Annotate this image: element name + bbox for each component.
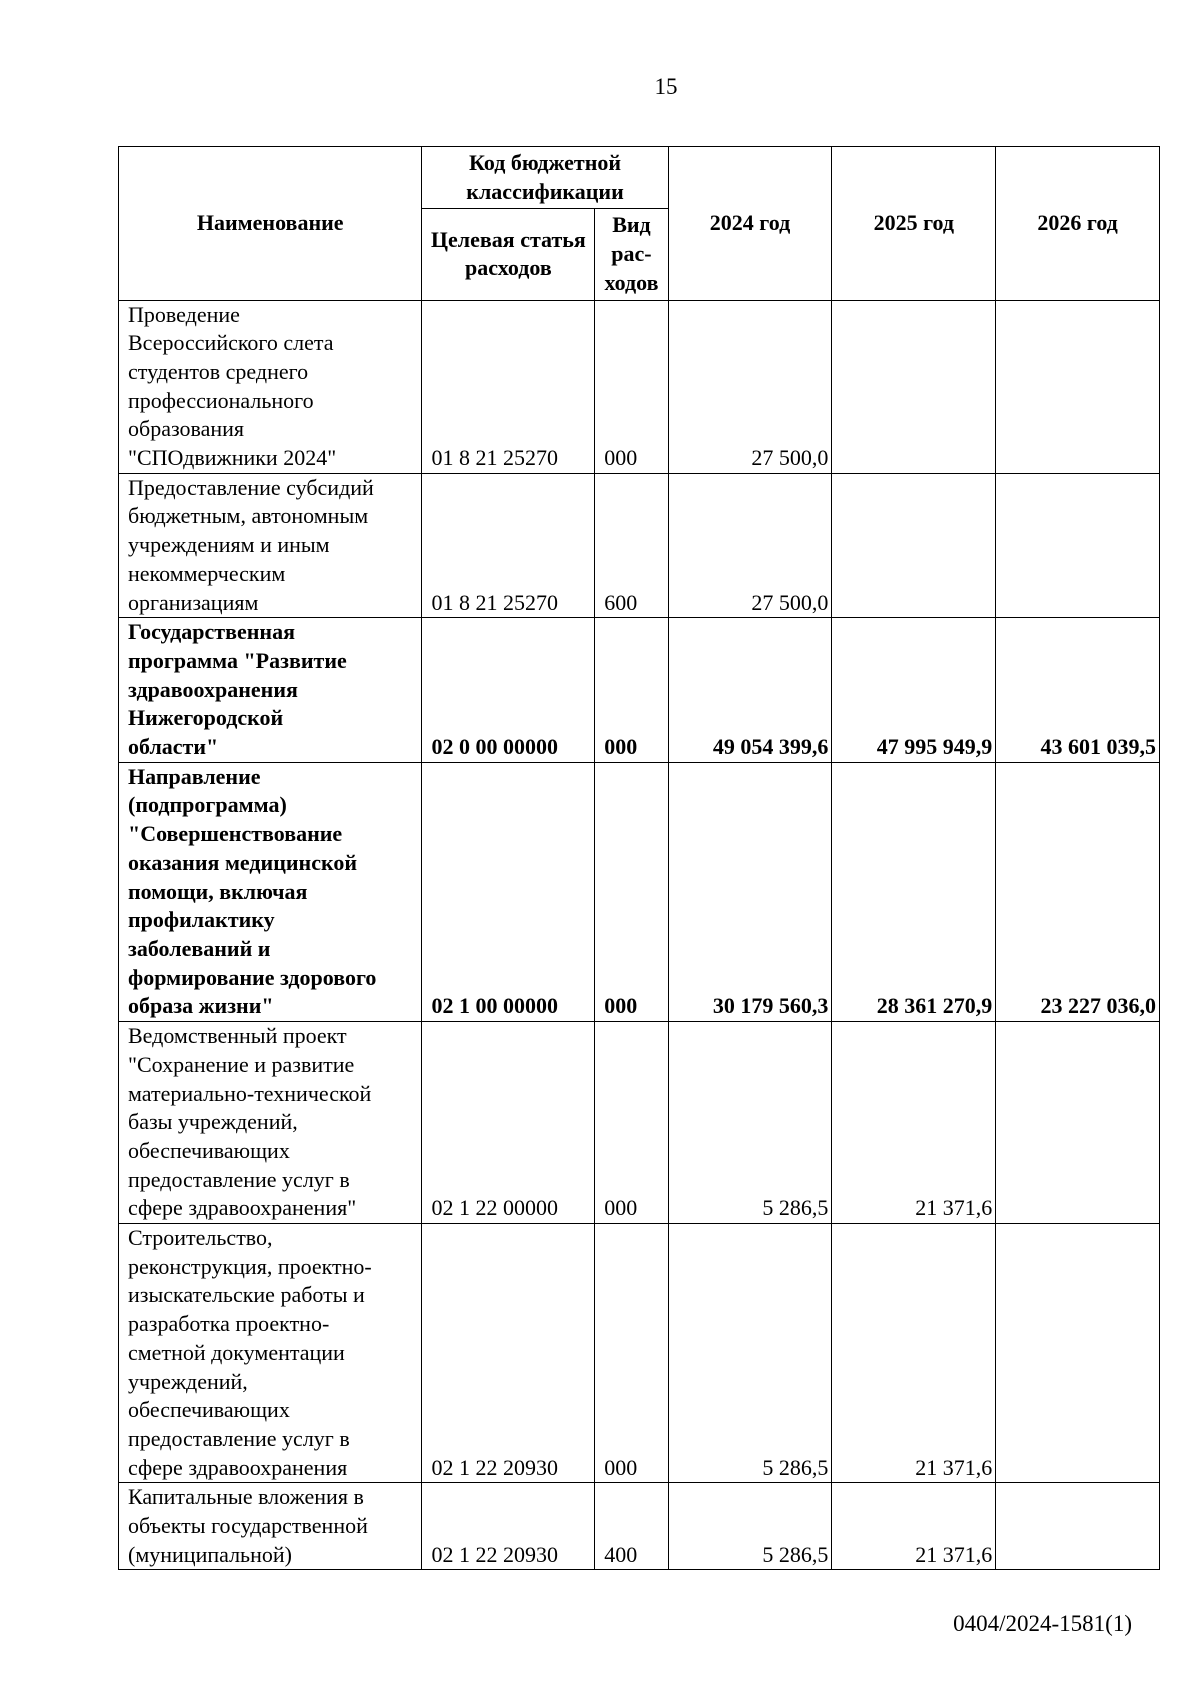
row-expense-type: 000 xyxy=(595,1022,668,1224)
header-code-group: Код бюджетной классификации xyxy=(422,147,668,209)
row-value-2026 xyxy=(996,1022,1160,1224)
table-row xyxy=(119,300,1160,473)
table-row xyxy=(119,1483,1160,1570)
row-target-code: 02 0 00 00000 xyxy=(422,618,595,763)
row-value-2024: 27 500,0 xyxy=(668,473,832,618)
row-expense-type: 600 xyxy=(595,473,668,618)
row-value-2025: 47 995 949,9 xyxy=(832,618,996,763)
row-value-2025 xyxy=(832,300,996,473)
row-value-2026: 43 601 039,5 xyxy=(996,618,1160,763)
row-value-2026 xyxy=(996,473,1160,618)
row-target-code: 02 1 22 20930 xyxy=(422,1483,595,1570)
row-name: Государственная программа "Развитие здравоохранения Нижегородской области" xyxy=(119,618,422,763)
header-year-2026: 2026 год xyxy=(996,147,1160,301)
table-row xyxy=(119,618,1160,763)
table-row xyxy=(119,1022,1160,1224)
header-year-2025: 2025 год xyxy=(832,147,996,301)
row-value-2026: 23 227 036,0 xyxy=(996,762,1160,1021)
row-value-2024: 5 286,5 xyxy=(668,1224,832,1483)
row-expense-type: 000 xyxy=(595,762,668,1021)
table-row xyxy=(119,762,1160,1021)
row-target-code: 02 1 00 00000 xyxy=(422,762,595,1021)
row-value-2025: 21 371,6 xyxy=(832,1224,996,1483)
row-value-2025: 21 371,6 xyxy=(832,1483,996,1570)
row-value-2024: 30 179 560,3 xyxy=(668,762,832,1021)
row-expense-type: 000 xyxy=(595,618,668,763)
row-target-code: 02 1 22 20930 xyxy=(422,1224,595,1483)
row-expense-type: 400 xyxy=(595,1483,668,1570)
row-name: Направление (подпрограмма) "Совершенствование оказания медицинской помощи, включая профилактику заболеваний и формирование здорового образа жизни" xyxy=(119,762,422,1021)
page-number: 15 xyxy=(654,74,678,99)
row-name: Капитальные вложения в объекты государственной (муниципальной) xyxy=(119,1483,422,1570)
row-value-2026 xyxy=(996,1224,1160,1483)
table-row xyxy=(119,1224,1160,1483)
row-target-code: 01 8 21 25270 xyxy=(422,300,595,473)
row-target-code: 01 8 21 25270 xyxy=(422,473,595,618)
row-value-2025: 28 361 270,9 xyxy=(832,762,996,1021)
row-value-2024: 49 054 399,6 xyxy=(668,618,832,763)
row-value-2026 xyxy=(996,1483,1160,1570)
header-name: Наименование xyxy=(119,147,422,301)
row-value-2026 xyxy=(996,300,1160,473)
row-target-code: 02 1 22 00000 xyxy=(422,1022,595,1224)
row-value-2024: 5 286,5 xyxy=(668,1022,832,1224)
row-expense-type: 000 xyxy=(595,300,668,473)
header-expense-type: Вид рас-ходов xyxy=(595,209,668,300)
row-name: Строительство, реконструкция, проектно- изыскательские работы и разработка проектно- сметной документации учреждений, обеспечивающих предоставление услуг в сфере здравоохранения xyxy=(119,1224,422,1483)
document-registration-number: 0404/2024-1581(1) xyxy=(953,1611,1132,1636)
row-value-2024: 27 500,0 xyxy=(668,300,832,473)
row-value-2024: 5 286,5 xyxy=(668,1483,832,1570)
table-row xyxy=(119,473,1160,618)
row-name: Проведение Всероссийского слета студентов среднего профессионального образования "СПОдвижники 2024" xyxy=(119,300,422,473)
header-year-2024: 2024 год xyxy=(668,147,832,301)
row-name: Предоставление субсидий бюджетным, автономным учреждениям и иным некоммерческим организациям xyxy=(119,473,422,618)
row-expense-type: 000 xyxy=(595,1224,668,1483)
row-value-2025: 21 371,6 xyxy=(832,1022,996,1224)
row-value-2025 xyxy=(832,473,996,618)
row-name: Ведомственный проект "Сохранение и развитие материально-технической базы учреждений, обеспечивающих предоставление услуг в сфере здравоохранения" xyxy=(119,1022,422,1224)
header-target-article: Целевая статья расходов xyxy=(422,209,595,300)
budget-table xyxy=(118,146,1160,1570)
